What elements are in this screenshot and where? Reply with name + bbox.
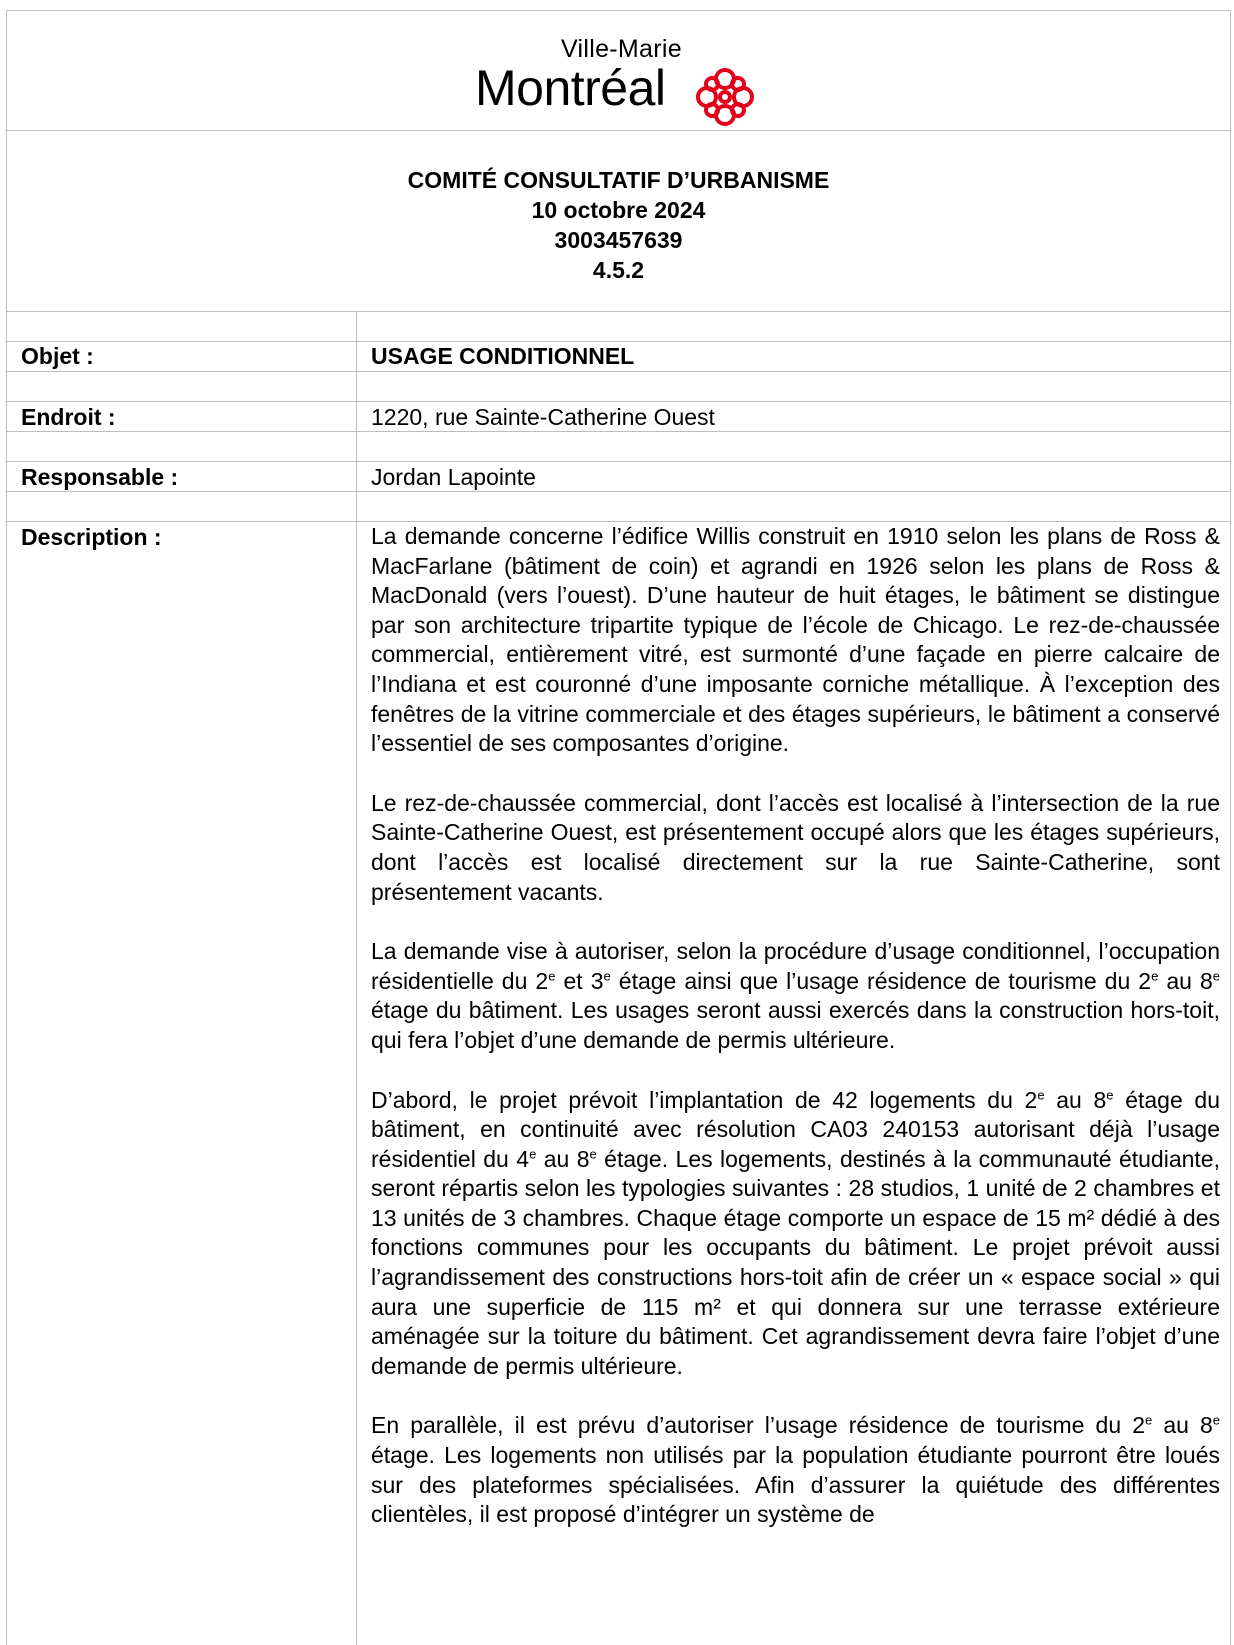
spacer-row (7, 312, 1230, 342)
meeting-date: 10 octobre 2024 (531, 197, 706, 223)
document-page (6, 10, 1231, 1645)
description-text (371, 522, 1220, 1560)
description-paragraph: La demande vise à autoriser, selon la procédure d’usage conditionnel, l’occupation résidentielle du 2e et 3e étage ainsi que l’usage résidence de tourisme du 2e au 8e étage du bâtiment. Les usages seront aussi exercés dans la construction hors-toit, qui fera l’objet d’une demande de permis ultérieure. (371, 938, 1220, 1053)
responsable-row (7, 462, 1230, 492)
logo-district: Ville-Marie (561, 35, 682, 63)
description-paragraph: Le rez-de-chaussée commercial, dont l’accès est localisé à l’intersection de la rue Sainte-Catherine Ouest, est présentement occupé alors que les étages supérieurs, dont l’accès est localisé directement sur la rue Sainte-Catherine, sont présentement vacants. (371, 789, 1220, 905)
item-number: 4.5.2 (592, 257, 645, 283)
responsable-label: Responsable : (21, 464, 179, 490)
objet-label: Objet : (21, 343, 94, 369)
logo-header (7, 11, 1230, 131)
document-header (7, 131, 1230, 312)
endroit-value: 1220, rue Sainte-Catherine Ouest (371, 404, 715, 430)
rosette-icon (693, 65, 757, 129)
spacer-row (7, 492, 1230, 522)
montreal-logo (475, 35, 775, 125)
spacer-row (7, 432, 1230, 462)
committee-title: COMITÉ CONSULTATIF D’URBANISME (407, 167, 830, 193)
description-paragraph: D’abord, le projet prévoit l’implantation de 42 logements du 2e au 8e étage du bâtiment, en continuité avec résolution CA03 240153 autorisant déjà l’usage résidentiel du 4e au 8e étage. Les logements, destinés à la communauté étudiante, seront répartis selon les typologies suivantes : 28 studios, 1 unité de 2 chambres et 13 unités de 3 chambres. Chaque étage comporte un espace de 15 m² dédié à des fonctions communes pour les occupants du bâtiment. Le projet prévoit aussi l’agrandissement des constructions hors-toit afin de créer un « espace social » qui aura une superficie de 115 m² et qui donnera sur une terrasse extérieure aménagée sur la toiture du bâtiment. Cet agrandissement devra faire l’objet d’une demande de permis ultérieure. (371, 1086, 1221, 1379)
endroit-row (7, 402, 1230, 432)
description-paragraph: La demande concerne l’édifice Willis construit en 1910 selon les plans de Ross & MacFarlane (bâtiment de coin) et agrandi en 1926 selon les plans de Ross & MacDonald (vers l’ouest). D’une hauteur de huit étages, le bâtiment se distingue par son architecture tripartite typique de l’école de Chicago. Le rez-de-chaussée commercial, entièrement vitré, est surmonté d’une façade en pierre calcaire de l’Indiana et est couronné d’une imposante corniche métallique. À l’exception des fenêtres de la vitrine commerciale et des étages supérieurs, le bâtiment a conservé l’essentiel de ses composantes d’origine. (371, 523, 1220, 757)
spacer-row (7, 372, 1230, 402)
objet-value: USAGE CONDITIONNEL (371, 343, 635, 369)
endroit-label: Endroit : (21, 404, 116, 430)
logo-city: Montréal (475, 60, 666, 116)
description-label: Description : (21, 524, 162, 550)
objet-row (7, 342, 1230, 372)
description-paragraph: En parallèle, il est prévu d’autoriser l’usage résidence de tourisme du 2e au 8e étage. Les logements non utilisés par la population étudiante pourront être loués sur des plateformes spécialisées. Afin d’assurer la quiétude des différentes clientèles, il est proposé d’intégrer un système de (371, 1412, 1221, 1528)
responsable-value: Jordan Lapointe (371, 464, 536, 490)
file-number: 3003457639 (554, 227, 683, 253)
